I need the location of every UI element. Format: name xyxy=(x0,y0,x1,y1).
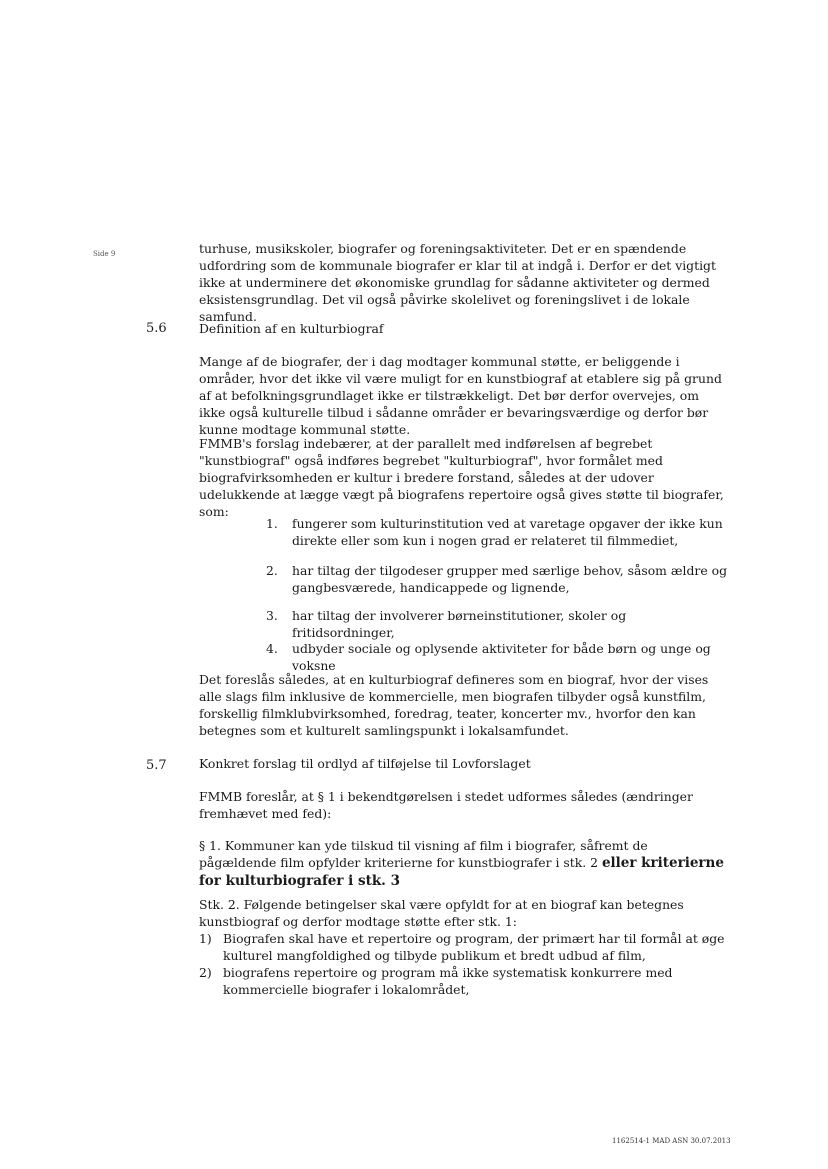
list-item-number: 1. xyxy=(266,516,278,531)
section-5-6-number: 5.6 xyxy=(146,321,167,336)
list-item-number: 3. xyxy=(266,608,278,623)
page-label: Side 9 xyxy=(93,250,116,258)
section-5-7-heading: Konkret forslag til ordlyd af tilføjelse til Lovforslaget xyxy=(199,756,531,771)
section-5-7-number: 5.7 xyxy=(146,758,167,773)
list-item-number: 2. xyxy=(266,563,278,578)
footer-reference: 1162514-1 MAD ASN 30.07.2013 xyxy=(612,1137,731,1145)
law-item-number: 2) xyxy=(199,965,212,980)
section-5-7-paragraph-1: FMMB foreslår, at § 1 i bekendtgørelsen i stedet udformes således (ændringer fremhævet med fed): xyxy=(199,789,693,821)
law-text-bold: eller kriterierne for kulturbiografer i stk. 3 xyxy=(199,855,724,889)
section-5-6-paragraph-1: Mange af de biografer, der i dag modtager kommunal støtte, er beliggende i områder, hvor det ikke vil være muligt for en kunstbiograf at etablere sig på grund af at befolkningsgrundlaget ikke er tilstrækkeligt. Det bør derfor overvejes, om ikke også kulturelle tilbud i sådanne områder er bevaringsværdige og derfor bør kunne modtage kommunal støtte. xyxy=(199,354,722,437)
law-text-normal: § 1. Kommuner kan yde tilskud til visning af film i biografer, såfremt de pågældende film opfylder kriterierne for kunstbiografer i stk. 2 xyxy=(199,838,648,870)
list-item-text: udbyder sociale og oplysende aktiviteter for både børn og unge og voksne xyxy=(292,641,711,673)
intro-paragraph: turhuse, musikskoler, biografer og foreningsaktiviteter. Det er en spændende udfordring som de kommunale biografer er klar til at indgå i. Derfor er det vigtigt ikke at underminere det økonomiske grundlag for sådanne aktiviteter og dermed eksistensgrundlag. Det vil også påvirke skolelivet og foreningslivet i de lokale samfund. xyxy=(199,241,716,324)
law-item-text: biografens repertoire og program må ikke systematisk konkurrere med kommercielle biografer i lokalområdet, xyxy=(223,965,673,997)
list-item-number: 4. xyxy=(266,641,278,656)
stk2-intro: Stk. 2. Følgende betingelser skal være opfyldt for at en biograf kan betegnes kunstbiograf og derfor modtage støtte efter stk. 1: xyxy=(199,897,684,929)
list-item-text: har tiltag der involverer børneinstitutioner, skoler og fritidsordninger, xyxy=(292,608,627,640)
law-item-number: 1) xyxy=(199,931,212,946)
section-5-6-paragraph-2: FMMB's forslag indebærer, at der parallelt med indførelsen af begrebet "kunstbiograf" også indføres begrebet "kulturbiograf", hvor formålet med biografvirksomheden er kultur i bredere forstand, således at der udover udelukkende at lægge vægt på biografens repertoire også gives støtte til biografer, som: xyxy=(199,436,724,519)
section-5-6-paragraph-3: Det foreslås således, at en kulturbiograf defineres som en biograf, hvor der vises alle slags film inklusive de kommercielle, men biografen tilbyder også kunstfilm, forskellig filmklubvirksomhed, foredrag, teater, koncerter mv., hvorfor den kan betegnes som et kulturelt samlingspunkt i lokalsamfundet. xyxy=(199,672,709,738)
list-item-text: fungerer som kulturinstitution ved at varetage opgaver der ikke kun direkte eller som kun i nogen grad er relateret til filmmediet, xyxy=(292,516,723,548)
law-item-text: Biografen skal have et repertoire og program, der primært har til formål at øge kulturel mangfoldighed og tilbyde publikum et bredt udbud af film, xyxy=(223,931,725,963)
section-5-6-heading: Definition af en kulturbiograf xyxy=(199,321,384,336)
list-item-text: har tiltag der tilgodeser grupper med særlige behov, såsom ældre og gangbesværede, handicappede og lignende, xyxy=(292,563,728,595)
law-paragraph-1 xyxy=(199,837,729,890)
